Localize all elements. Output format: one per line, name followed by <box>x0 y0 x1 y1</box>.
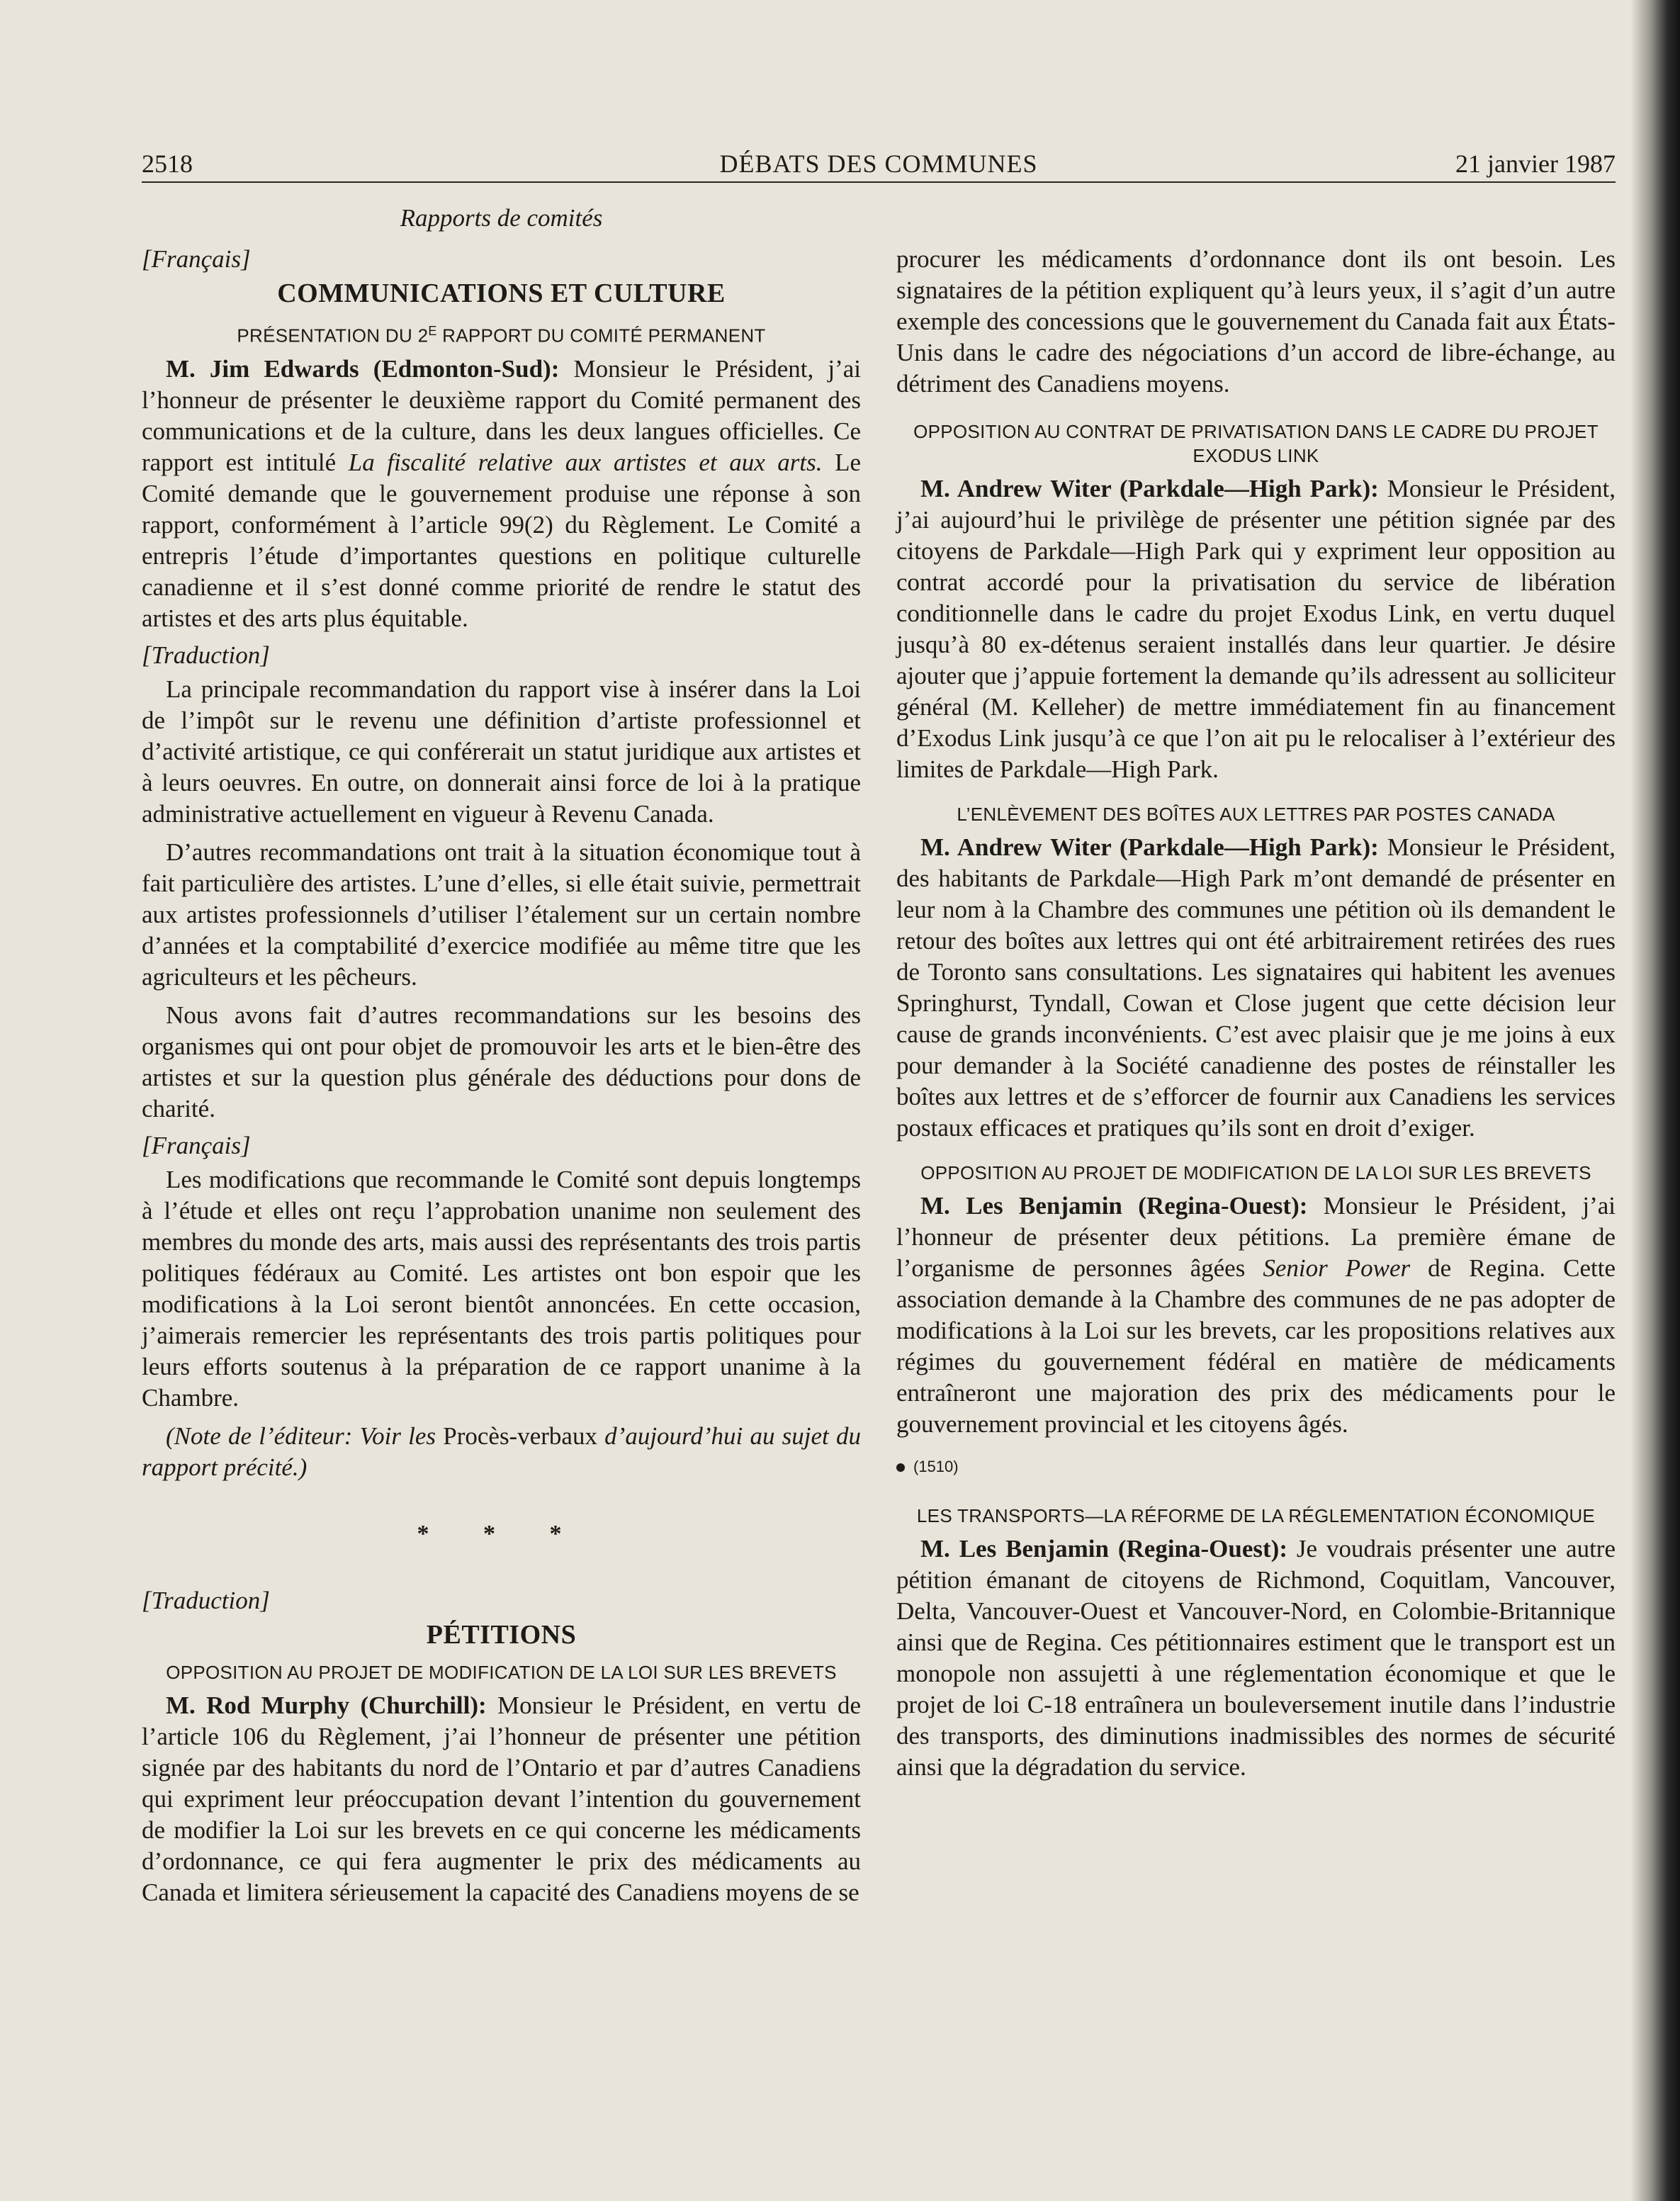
time-marker: (1510) <box>896 1451 1616 1482</box>
section-separator: * * * <box>417 1520 586 1547</box>
speaker-name: M. Les Benjamin (Regina-Ouest): <box>920 1535 1287 1563</box>
editor-note: (Note de l’éditeur: Voir les Procès-verbaux d’aujourd’hui au sujet du rapport précité.) <box>142 1422 861 1481</box>
book-spine-shadow <box>1630 0 1680 2201</box>
language-tag: [Français] <box>142 245 251 273</box>
speaker-name: M. Andrew Witer (Parkdale—High Park): <box>920 833 1379 861</box>
page-header <box>142 146 1616 183</box>
paragraph: procurer les médicaments d’ordonnance dont ils ont besoin. Les signataires de la pétition expliquent qu’à leurs yeux, il s’agit d’un autre exemple des concessions que le gouvernement du Canada fait aux États-Unis dans le cadre des négociations d’un accord de libre-échange, au détriment des Canadiens moyens. <box>896 245 1616 398</box>
paragraph: La principale recommandation du rapport vise à insérer dans la Loi de l’impôt sur le revenu une définition d’artiste professionnel et d’activité artistique, ce qui conférerait un statut juridique aux artistes et à leurs oeuvres. En outre, on donnerait ainsi force de loi à la pratique administrative actuellement en vigueur à Revenu Canada. <box>142 675 861 828</box>
subsection-title: L’ENLÈVEMENT DES BOÎTES AUX LETTRES PAR POSTES CANADA <box>957 804 1555 825</box>
subsection-title: OPPOSITION AU PROJET DE MODIFICATION DE LA LOI SUR LES BREVETS <box>166 1661 837 1683</box>
subsection-title: OPPOSITION AU PROJET DE MODIFICATION DE LA LOI SUR LES BREVETS <box>920 1162 1591 1183</box>
paragraph: Les modifications que recommande le Comité sont depuis longtemps à l’étude et elles ont reçu l’approbation unanime non seulement des membres du monde des arts, mais aussi des représentants des trois partis politiques fédéraux au Comité. Les artistes ont bon espoir que les modifications à la Loi seront bientôt annoncées. En cette occasion, j’aimerais remercier les représentants des trois partis politiques pour leurs efforts soutenus à la préparation de ce rapport unanime à la Chambre. <box>142 1165 861 1412</box>
page-date: 21 janvier 1987 <box>1455 150 1616 178</box>
language-tag: [Français] <box>142 1131 251 1159</box>
right-column <box>896 244 1616 1783</box>
speaker-name: M. Jim Edwards (Edmonton-Sud): <box>166 354 560 383</box>
paragraph: M. Les Benjamin (Regina-Ouest): Je voudrais présenter une autre pétition émanant de citoyens de Richmond, Coquitlam, Vancouver, Delta, Vancouver-Ouest et Vancouver-Nord, en Colombie-Britannique ainsi que de Regina. Ces pétitionnaires estiment que le transport est un monopole non assujetti à une réglementation économique et que le projet de loi C-18 entraînera un bouleversement inutile dans l’industrie des transports, des diminutions inadmissibles des normes de sécurité ainsi que la dégradation du service. <box>896 1535 1616 1781</box>
speaker-name: M. Les Benjamin (Regina-Ouest): <box>920 1192 1308 1220</box>
paragraph: M. Les Benjamin (Regina-Ouest): Monsieur le Président, j’ai l’honneur de présenter deux pétitions. La première émane de l’organisme de personnes âgées Senior Power de Regina. Cette association demande à la Chambre des communes de ne pas adopter de modifications à la Loi sur les brevets, car les propositions relatives aux régimes du gouvernement fédéral en matière de médicaments entraîneront une majoration des prix des médicaments pour le gouvernement provincial et les citoyens âgés. <box>896 1192 1616 1438</box>
paragraph: M. Jim Edwards (Edmonton-Sud): Monsieur le Président, j’ai l’honneur de présenter le deuxième rapport du Comité permanent des communications et de la culture, dans les deux langues officielles. Ce rapport est intitulé La fiscalité relative aux artistes et aux arts. Le Comité demande que le gouvernement produise une réponse à son rapport, conformément à l’article 99(2) du Règlement. Le Comité a entrepris l’étude d’importantes questions en politique culturelle canadienne et il s’est donné comme priorité de rendre le statut des artistes et des arts plus équitable. <box>142 354 861 632</box>
section-heading: Rapports de comités <box>400 204 603 232</box>
paragraph: D’autres recommandations ont trait à la situation économique tout à fait particulière des artistes. L’une d’elles, si elle était suivie, permettrait aux artistes professionnels d’utiliser l’étalement sur un certain nombre d’années et la comptabilité d’exercice modifiée au même titre que les agriculteurs et les pêcheurs. <box>142 838 861 991</box>
page-number: 2518 <box>142 150 193 178</box>
speaker-name: M. Rod Murphy (Churchill): <box>166 1691 487 1719</box>
paragraph: M. Rod Murphy (Churchill): Monsieur le Président, en vertu de l’article 106 du Règlement, j’ai l’honneur de présenter une pétition signée par des habitants du nord de l’Ontario et par d’autres Canadiens qui expriment leur préoccupation devant l’intention du gouvernement de modifier la Loi sur les brevets en ce qui concerne les médicaments d’ordonnance, ce qui fera augmenter le prix des médicaments au Canada et limitera sérieusement la capacité des Canadiens moyens de se <box>142 1691 861 1906</box>
journal-title: DÉBATS DES COMMUNES <box>719 150 1038 178</box>
section-title: COMMUNICATIONS ET CULTURE <box>277 278 726 308</box>
language-tag: [Traduction] <box>142 1586 270 1614</box>
speaker-name: M. Andrew Witer (Parkdale—High Park): <box>920 475 1379 502</box>
paragraph: M. Andrew Witer (Parkdale—High Park): Monsieur le Président, j’ai aujourd’hui le privilège de présenter une pétition signée par des citoyens de Parkdale—High Park qui y expriment leur opposition au contrat accordé pour la privatisation du service de libération conditionnelle dans le cadre du projet Exodus Link, en vertu duquel jusqu’à 80 ex-détenus seraient installés dans leur quartier. Je désire ajouter que j’appuie fortement la demande qu’ils adressent au solliciteur général (M. Kelleher) de mettre immédiatement fin au financement d’Exodus Link jusqu’à ce que l’on ait pu le relocaliser à l’extérieur des limites de Parkdale—High Park. <box>896 475 1616 783</box>
language-tag: [Traduction] <box>142 641 270 669</box>
bullet-icon <box>896 1463 905 1472</box>
subsection-title: OPPOSITION AU CONTRAT DE PRIVATISATION DANS LE CADRE DU PROJET EXODUS LINK <box>913 421 1599 466</box>
paragraph: Nous avons fait d’autres recommandations sur les besoins des organismes qui ont pour objet de promouvoir les arts et le bien-être des artistes et sur la question plus générale des déductions pour dons de charité. <box>142 1001 861 1122</box>
subsection-title: PRÉSENTATION DU $2^E$ RAPPORT DU COMITÉ PERMANENT <box>237 324 766 347</box>
section-title: PÉTITIONS <box>426 1619 577 1650</box>
subsection-title: LES TRANSPORTS—LA RÉFORME DE LA RÉGLEMENTATION ÉCONOMIQUE <box>916 1505 1596 1526</box>
paragraph: M. Andrew Witer (Parkdale—High Park): Monsieur le Président, des habitants de Parkdale—High Park m’ont demandé de présenter en leur nom à la Chambre des communes une pétition où ils demandent le retour des boîtes aux lettres qui ont été arbitrairement retirées des rues de Toronto sans consultations. Les signataires qui habitent les avenues Springhurst, Tyndall, Cowan et Close jugent que cette décision leur cause de grands inconvénients. C’est avec plaisir que je me joins à eux pour demander à la Société canadienne des postes de réinstaller les boîtes aux lettres et de s’efforcer de fournir aux Canadiens les services postaux efficaces et pratiques qu’ils sont en droit d’exiger. <box>896 833 1616 1142</box>
left-column <box>142 203 861 1908</box>
